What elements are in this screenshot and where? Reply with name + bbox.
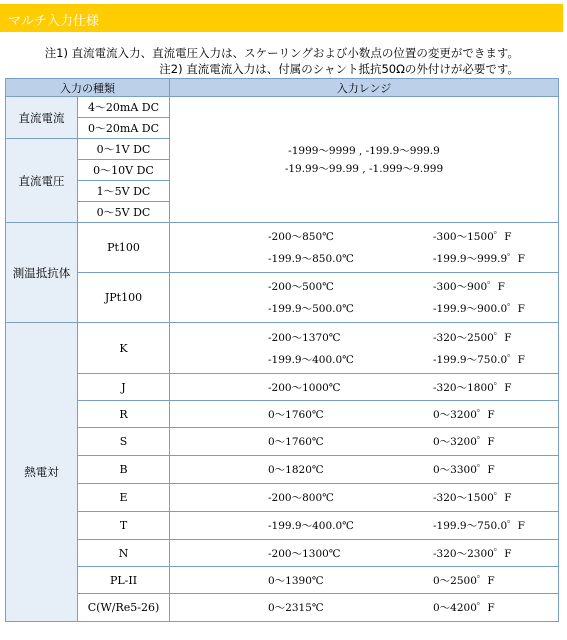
- celsius-range: -200～1000℃: [268, 381, 341, 394]
- celsius-range: 0～1390℃: [268, 574, 324, 587]
- range-line: [170, 569, 558, 591]
- fahrenheit-range: 0～2500゜F: [433, 574, 495, 587]
- fahrenheit-range: 0～4200゜F: [433, 602, 495, 614]
- sensor-type: R: [78, 401, 170, 428]
- note-1: 注1) 直流電流入力、直流電圧入力は、スケーリングおよび小数点の位置の変更ができます。: [44, 46, 519, 60]
- fahrenheit-range: -199.9～900.0゜F: [433, 303, 525, 315]
- table-body: [6, 97, 559, 622]
- range-line: [170, 459, 558, 481]
- sensor-type: S: [78, 428, 170, 456]
- range-cell: [170, 401, 559, 428]
- range-cell: [170, 484, 559, 512]
- fahrenheit-range: 0～3200゜F: [433, 436, 495, 448]
- fahrenheit-range: 0～3200゜F: [433, 408, 495, 421]
- range-line: [170, 515, 558, 537]
- range-line: [170, 348, 558, 370]
- category-dc-voltage: 直流電圧: [6, 139, 78, 223]
- sub-type: 4～20mA DC: [78, 97, 170, 118]
- range-line: [170, 431, 558, 453]
- range-cell: [170, 374, 559, 401]
- category-thermocouple: 熱電対: [6, 323, 78, 622]
- sensor-type: Pt100: [78, 223, 170, 273]
- range-cell: [170, 428, 559, 456]
- dc-range-line: -19.99～99.99 , -1.999～9.999: [284, 162, 444, 175]
- range-line: [170, 403, 558, 425]
- celsius-range: 0～1820℃: [268, 464, 324, 476]
- sub-type: 0～5V DC: [78, 202, 170, 223]
- sensor-type: C(W/Re5-26): [78, 594, 170, 622]
- spec-table: [5, 78, 559, 622]
- range-cell: [170, 273, 559, 323]
- fahrenheit-range: -320～1800゜F: [433, 381, 512, 394]
- range-line: [170, 276, 558, 298]
- page-title: マルチ入力仕様: [8, 14, 100, 29]
- table-row: [6, 428, 559, 456]
- celsius-range: -199.9～500.0℃: [268, 303, 354, 315]
- sub-type: 0～10V DC: [78, 160, 170, 181]
- table-row: [6, 323, 559, 374]
- sub-type: 0～20mA DC: [78, 118, 170, 139]
- celsius-range: -199.9～400.0℃: [268, 353, 354, 366]
- celsius-range: 0～1760℃: [268, 408, 324, 421]
- range-cell: [170, 323, 559, 374]
- fahrenheit-range: -199.9～999.9゜F: [433, 253, 525, 265]
- fahrenheit-range: -300～900゜F: [433, 281, 505, 293]
- celsius-range: -199.9～400.0℃: [268, 520, 354, 532]
- header-input-range: 入力レンジ: [170, 79, 559, 97]
- range-cell: [170, 223, 559, 273]
- title-bar: [0, 4, 563, 32]
- table-row: [6, 594, 559, 622]
- fahrenheit-range: -320～2500゜F: [433, 331, 512, 344]
- range-cell: [170, 512, 559, 540]
- sensor-type: T: [78, 512, 170, 540]
- range-cell: [170, 567, 559, 594]
- category-dc-current: 直流電流: [6, 97, 78, 139]
- table-row: [6, 484, 559, 512]
- celsius-range: -200～850℃: [268, 231, 334, 243]
- table-row: [6, 223, 559, 273]
- range-line: [170, 248, 558, 270]
- range-line: [170, 298, 558, 320]
- range-line: [170, 326, 558, 348]
- fahrenheit-range: -300～1500゜F: [433, 231, 512, 243]
- celsius-range: 0～2315℃: [268, 602, 324, 614]
- range-cell: [170, 594, 559, 622]
- celsius-range: -200～500℃: [268, 281, 334, 293]
- dc-range-cell: [170, 97, 559, 223]
- sensor-type: JPt100: [78, 273, 170, 323]
- range-line: [170, 487, 558, 509]
- fahrenheit-range: -199.9～750.0゜F: [433, 520, 525, 532]
- fahrenheit-range: -199.9～750.0゜F: [433, 353, 525, 366]
- sensor-type: N: [78, 540, 170, 567]
- sensor-type: PL-II: [78, 567, 170, 594]
- table-row: [6, 273, 559, 323]
- fahrenheit-range: -320～2300゜F: [433, 547, 512, 560]
- sensor-type: B: [78, 456, 170, 484]
- table-row: [6, 97, 559, 118]
- range-cell: [170, 540, 559, 567]
- sub-type: 0～1V DC: [78, 139, 170, 160]
- sub-type: 1～5V DC: [78, 181, 170, 202]
- range-cell: [170, 456, 559, 484]
- sensor-type: E: [78, 484, 170, 512]
- celsius-range: -200～1370℃: [268, 331, 341, 344]
- range-line: [170, 226, 558, 248]
- table-row: [6, 456, 559, 484]
- range-line: [170, 376, 558, 398]
- fahrenheit-range: 0～3300゜F: [433, 464, 495, 476]
- sensor-type: J: [78, 374, 170, 401]
- table-row: [6, 374, 559, 401]
- header-input-type: 入力の種類: [6, 79, 170, 97]
- table-row: [6, 401, 559, 428]
- note-2: 注2) 直流電流入力は、付属のシャント抵抗50Ωの外付けが必要です。: [159, 62, 519, 76]
- celsius-range: -199.9～850.0℃: [268, 253, 354, 265]
- sensor-type: K: [78, 323, 170, 374]
- category-rtd: 測温抵抗体: [6, 223, 78, 323]
- range-line: [170, 597, 558, 619]
- celsius-range: -200～800℃: [268, 492, 334, 504]
- header-row: [6, 79, 559, 97]
- range-line: [170, 542, 558, 564]
- celsius-range: -200～1300℃: [268, 547, 341, 560]
- dc-range-line: -1999～9999 , -199.9～999.9: [288, 144, 440, 157]
- fahrenheit-range: -320～1500゜F: [433, 492, 512, 504]
- table-row: [6, 512, 559, 540]
- table-row: [6, 540, 559, 567]
- table-row: [6, 567, 559, 594]
- celsius-range: 0～1760℃: [268, 436, 324, 448]
